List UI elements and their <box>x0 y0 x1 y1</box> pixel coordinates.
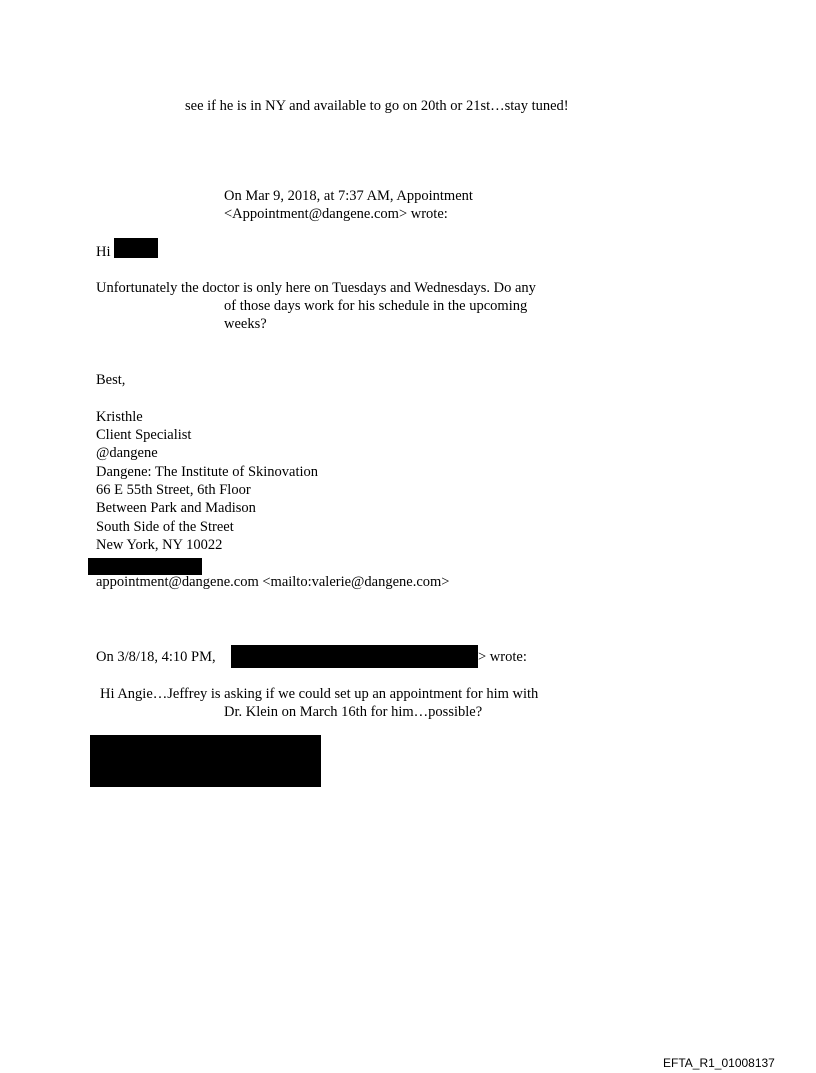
signature-title: Client Specialist <box>96 427 192 443</box>
quote-header-line-1: On Mar 9, 2018, at 7:37 AM, Appointment <box>224 188 473 204</box>
redaction-block <box>90 735 321 787</box>
redaction-block <box>231 645 478 668</box>
signoff: Best, <box>96 372 126 388</box>
redaction-block <box>114 238 158 258</box>
signature-address-2: Between Park and Madison <box>96 500 256 516</box>
signature-city: New York, NY 10022 <box>96 537 223 553</box>
quote-2-line-1: Hi Angie…Jeffrey is asking if we could set up an appointment for him with <box>100 686 539 702</box>
signature-address-1: 66 E 55th Street, 6th Floor <box>96 482 251 498</box>
quote-header-line-2: <Appointment@dangene.com> wrote: <box>224 206 448 222</box>
signature-company: Dangene: The Institute of Skinovation <box>96 464 319 480</box>
signature-address-3: South Side of the Street <box>96 519 234 535</box>
body-line-3: weeks? <box>224 316 267 332</box>
body-line-2: of those days work for his schedule in the upcoming <box>224 298 528 314</box>
greeting: Hi <box>96 244 111 260</box>
document-id: EFTA_R1_01008137 <box>663 1056 775 1070</box>
signature-handle: @dangene <box>96 445 158 461</box>
quote-2-line-2: Dr. Klein on March 16th for him…possible? <box>224 704 483 720</box>
quote-2-prefix: On 3/8/18, 4:10 PM, <box>96 649 216 665</box>
quote-2-suffix: > wrote: <box>478 649 527 665</box>
signature-name: Kristhle <box>96 409 143 425</box>
intro-line: see if he is in NY and available to go on 20th or 21st…stay tuned! <box>185 98 569 114</box>
body-line-1: Unfortunately the doctor is only here on Tuesdays and Wednesdays. Do any <box>96 280 536 296</box>
email-address-line: appointment@dangene.com <mailto:valerie@dangene.com> <box>96 574 450 590</box>
